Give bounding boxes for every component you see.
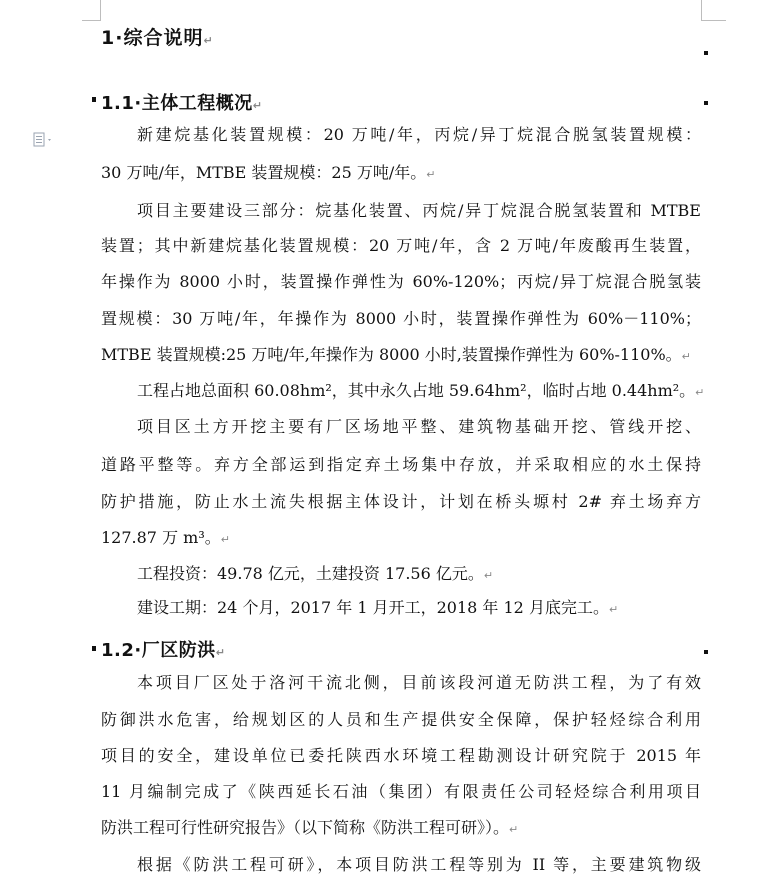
heading-marker	[92, 646, 96, 651]
heading-marker	[704, 650, 708, 654]
heading-plant-flood-control: 1.2·厂区防洪↵	[101, 640, 226, 661]
body-line: 127.87 万 m³。↵	[101, 528, 230, 547]
body-line: 30 万吨/年，MTBE 装置规模：25 万吨/年。↵	[101, 163, 436, 182]
heading-marker	[704, 51, 708, 55]
body-line: 项目的安全，建设单位已委托陕西水环境工程勘测设计研究院于 2015 年	[101, 746, 701, 765]
page-corner-top-right	[701, 0, 726, 21]
body-line: 本项目厂区处于洛河干流北侧，目前该段河道无防洪工程，为了有效	[137, 673, 701, 692]
heading-marker	[92, 97, 96, 102]
paragraph-layout-icon[interactable]	[33, 132, 49, 148]
body-line: 装置；其中新建烷基化装置规模：20 万吨/年，含 2 万吨/年废酸再生装置，	[101, 236, 701, 255]
heading-main-project-overview: 1.1·主体工程概况↵	[101, 93, 263, 114]
body-line: 置规模：30 万吨/年，年操作为 8000 小时，装置操作弹性为 60%－110%；	[101, 309, 701, 328]
body-line: 防洪工程可行性研究报告》（以下简称《防洪工程可研》）。↵	[101, 818, 519, 837]
body-line: 建设工期：24 个月，2017 年 1 月开工，2018 年 12 月底完工。↵	[137, 598, 619, 617]
heading-comprehensive-description: 1·综合说明↵	[101, 27, 214, 49]
heading-marker	[704, 101, 708, 105]
page-corner-top-left	[82, 0, 101, 21]
body-line: 项目区土方开挖主要有厂区场地平整、建筑物基础开挖、管线开挖、	[137, 417, 701, 436]
body-line: 项目主要建设三部分：烷基化装置、丙烷/异丁烷混合脱氢装置和 MTBE	[137, 201, 701, 220]
body-line: 根据《防洪工程可研》，本项目防洪工程等别为 II 等，主要建筑物级	[137, 855, 701, 874]
body-line: 11 月编制完成了《陕西延长石油（集团）有限责任公司轻烃综合利用项目	[101, 782, 701, 801]
body-line: MTBE 装置规模:25 万吨/年,年操作为 8000 小时,装置操作弹性为 60%-110%。↵	[101, 345, 691, 364]
body-line: 工程占地总面积 60.08hm²，其中永久占地 59.64hm²，临时占地 0.44hm²。↵	[137, 381, 705, 400]
body-line: 道路平整等。弃方全部运到指定弃土场集中存放，并采取相应的水土保持	[101, 455, 701, 474]
body-line: 工程投资：49.78 亿元，土建投资 17.56 亿元。↵	[137, 564, 494, 583]
body-line: 新建烷基化装置规模：20 万吨/年，丙烷/异丁烷混合脱氢装置规模：	[137, 125, 701, 144]
body-line: 防护措施，防止水土流失根据主体设计，计划在桥头塬村 2# 弃土场弃方	[101, 492, 701, 511]
body-line: 年操作为 8000 小时，装置操作弹性为 60%-120%；丙烷/异丁烷混合脱氢装	[101, 272, 701, 291]
body-line: 防御洪水危害，给规划区的人员和生产提供安全保障，保护轻烃综合利用	[101, 710, 701, 729]
